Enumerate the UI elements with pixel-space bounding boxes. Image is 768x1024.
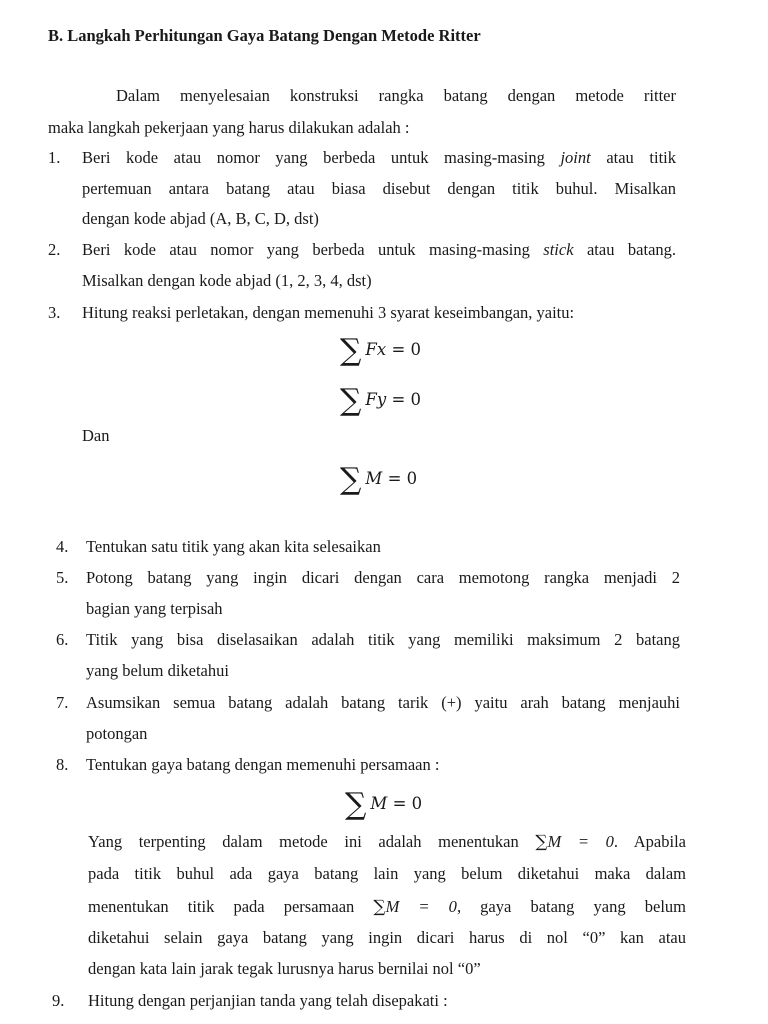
- item-1-number: 1.: [48, 148, 61, 167]
- item-4-line-1: Tentukan satu titik yang akan kita selesaikan: [86, 537, 381, 556]
- item-2-stick-term: stick: [543, 240, 574, 259]
- equation-sum-fy: [340, 383, 422, 418]
- equals-zero: = 0: [391, 390, 422, 409]
- inline-m-eq: M = 0: [547, 832, 614, 851]
- m-variable: M: [370, 794, 388, 813]
- item-8-para-line-1: [88, 834, 686, 851]
- item-4-number: 4.: [56, 537, 69, 556]
- inline-equation: [535, 832, 686, 851]
- item-8-para-line-4: diketahui selain gaya batang yang ingin dicari harus di nol “0” kan atau: [88, 928, 686, 947]
- sigma-symbol: ∑: [535, 832, 548, 852]
- item-9-number: 9.: [52, 991, 65, 1010]
- equals-zero: = 0: [387, 469, 418, 488]
- item-5-number: 5.: [56, 568, 69, 587]
- item-2-line-2: Misalkan dengan kode abjad (1, 2, 3, 4, dst): [82, 271, 372, 290]
- item-7-line-1: Asumsikan semua batang adalah batang tarik (+) yaitu arah batang menjauhi: [86, 693, 680, 712]
- equals-zero: = 0: [391, 340, 422, 359]
- item-3-number: 3.: [48, 303, 61, 322]
- item-1-line-1: [82, 150, 676, 167]
- sigma-symbol: ∑: [340, 333, 362, 368]
- sigma-symbol: ∑: [340, 383, 362, 418]
- fy-variable: Fy: [365, 390, 387, 409]
- item-8-para-text-b: . Apabila: [613, 832, 686, 851]
- m-variable: M: [365, 469, 383, 488]
- item-8-number: 8.: [56, 755, 69, 774]
- equation-sum-m-2: [345, 787, 423, 822]
- item-3-dan: Dan: [82, 426, 110, 445]
- item-8-para-text-c: menentukan titik pada persamaan: [88, 897, 355, 916]
- item-2-text-a: Beri kode atau nomor yang berbeda untuk masing-masing: [82, 240, 530, 259]
- item-8-para-line-3: [88, 899, 686, 916]
- item-5-line-2: bagian yang terpisah: [86, 599, 223, 618]
- inline-m-eq: M = 0: [385, 897, 457, 916]
- item-8-para-line-2: pada titik buhul ada gaya batang lain yang belum diketahui maka dalam: [88, 864, 686, 883]
- item-7-number: 7.: [56, 693, 69, 712]
- item-9-line-1: Hitung dengan perjanjian tanda yang telah disepakati :: [88, 991, 448, 1010]
- sigma-symbol: ∑: [373, 897, 386, 917]
- sigma-symbol: ∑: [340, 462, 362, 497]
- inline-equation: [373, 897, 686, 916]
- item-2-text-b: atau batang.: [586, 240, 677, 259]
- item-6-line-1: Titik yang bisa diselasaikan adalah titik yang memiliki maksimum 2 batang: [86, 630, 680, 649]
- section-heading: B. Langkah Perhitungan Gaya Batang Dengan Metode Ritter: [48, 26, 481, 45]
- item-8-para-line-5: dengan kata lain jarak tegak lurusnya harus bernilai nol “0”: [88, 959, 481, 978]
- item-6-number: 6.: [56, 630, 69, 649]
- intro-line-2: maka langkah pekerjaan yang harus dilakukan adalah :: [48, 118, 410, 137]
- item-8-para-text-a: Yang terpenting dalam metode ini adalah menentukan: [88, 832, 519, 851]
- equation-sum-fx: [340, 333, 422, 368]
- fx-variable: Fx: [365, 340, 387, 359]
- intro-line-1: Dalam menyelesaian konstruksi rangka batang dengan metode ritter: [116, 86, 676, 105]
- item-3-line-1: Hitung reaksi perletakan, dengan memenuhi 3 syarat keseimbangan, yaitu:: [82, 303, 575, 322]
- item-8-para-text-d: , gaya batang yang belum: [456, 897, 686, 916]
- item-1-text-a: Beri kode atau nomor yang berbeda untuk masing-masing: [82, 148, 545, 167]
- item-2-number: 2.: [48, 240, 61, 259]
- equation-sum-m: [340, 462, 418, 497]
- item-2-line-1: [82, 242, 676, 259]
- item-5-line-1: Potong batang yang ingin dicari dengan cara memotong rangka menjadi 2: [86, 568, 680, 587]
- item-8-line-1: Tentukan gaya batang dengan memenuhi persamaan :: [86, 755, 440, 774]
- item-7-line-2: potongan: [86, 724, 148, 743]
- item-1-line-2: pertemuan antara batang atau biasa disebut dengan titik buhul. Misalkan: [82, 179, 676, 198]
- item-1-joint-term: joint: [560, 148, 591, 167]
- item-1-line-3: dengan kode abjad (A, B, C, D, dst): [82, 209, 319, 228]
- equals-zero: = 0: [392, 794, 423, 813]
- item-1-text-b: atau titik: [606, 148, 676, 167]
- item-6-line-2: yang belum diketahui: [86, 661, 229, 680]
- sigma-symbol: ∑: [345, 787, 367, 822]
